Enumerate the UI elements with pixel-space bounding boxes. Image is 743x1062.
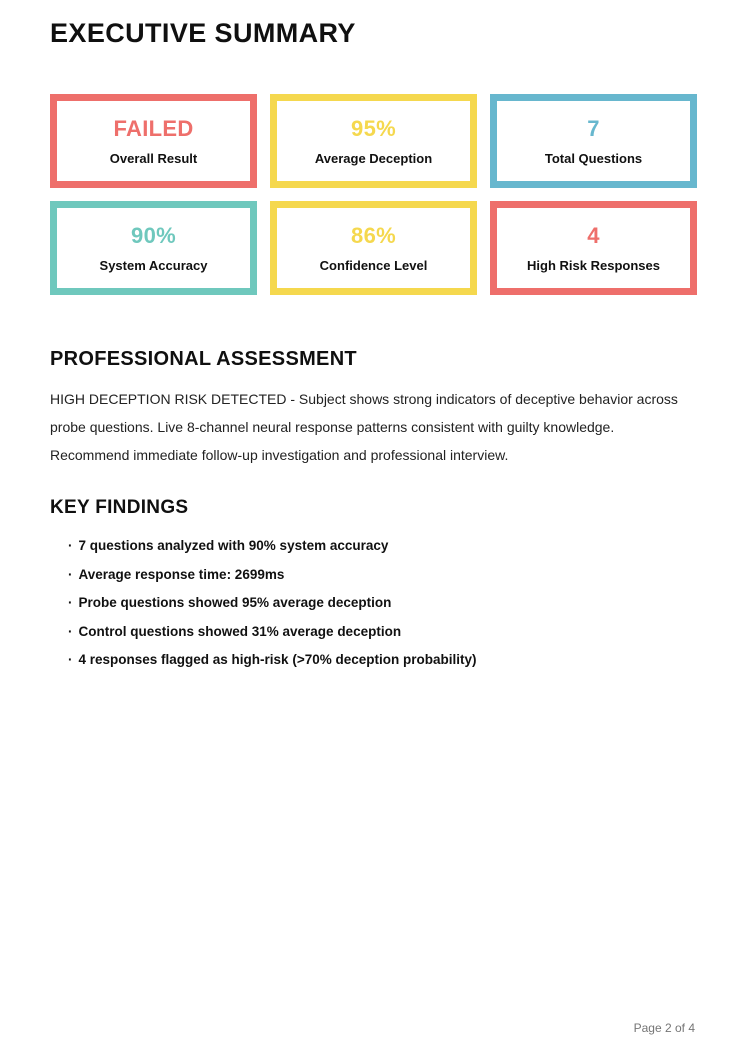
summary-card-value: 90% <box>131 223 176 248</box>
finding-text: 7 questions analyzed with 90% system accuracy <box>78 538 389 553</box>
summary-card-label: Overall Result <box>109 151 198 166</box>
summary-card <box>490 201 697 295</box>
summary-card-label: Total Questions <box>544 151 643 166</box>
bullet-dot: · <box>68 595 73 610</box>
key-findings-list <box>50 532 697 675</box>
finding-item <box>68 561 697 590</box>
finding-text: Control questions showed 31% average deception <box>78 623 402 639</box>
summary-card-label: Confidence Level <box>319 258 428 273</box>
finding-text: 4 responses flagged as high-risk (>70% deception probability) <box>78 652 477 667</box>
finding-item <box>68 646 697 675</box>
key-findings-heading: KEY FINDINGS <box>50 497 189 518</box>
summary-card <box>490 94 697 188</box>
summary-card-value: 7 <box>587 116 600 141</box>
summary-card <box>50 201 257 295</box>
summary-card <box>270 94 477 188</box>
summary-card-value: 4 <box>587 223 600 248</box>
assessment-body: HIGH DECEPTION RISK DETECTED - Subject shows strong indicators of deceptive behavior across probe questions. Live 8-channel neural response patterns consistent with guilty knowledge. Recommend immediate follow-up investigation and professional interview. <box>50 391 678 463</box>
bullet-dot: · <box>68 623 73 639</box>
summary-card-value: FAILED <box>113 116 194 141</box>
finding-text: Probe questions showed 95% average deception <box>78 595 392 610</box>
finding-item <box>68 532 697 561</box>
summary-card-value: 86% <box>351 223 396 248</box>
summary-card-label: High Risk Responses <box>527 258 660 273</box>
summary-card <box>270 201 477 295</box>
assessment-heading: PROFESSIONAL ASSESSMENT <box>50 348 357 370</box>
finding-item <box>68 618 697 647</box>
report-page <box>0 18 743 675</box>
summary-card-label: Average Deception <box>314 151 433 166</box>
summary-cards <box>50 94 697 295</box>
summary-card <box>50 94 257 188</box>
page-number: Page 2 of 4 <box>633 1021 695 1035</box>
bullet-dot: · <box>68 538 73 553</box>
summary-card-label: System Accuracy <box>99 258 208 273</box>
summary-card-value: 95% <box>351 116 396 141</box>
bullet-dot: · <box>68 566 73 582</box>
bullet-dot: · <box>68 652 73 667</box>
finding-text: Average response time: 2699ms <box>78 566 285 582</box>
finding-item <box>68 589 697 618</box>
page-title: EXECUTIVE SUMMARY <box>50 18 356 48</box>
